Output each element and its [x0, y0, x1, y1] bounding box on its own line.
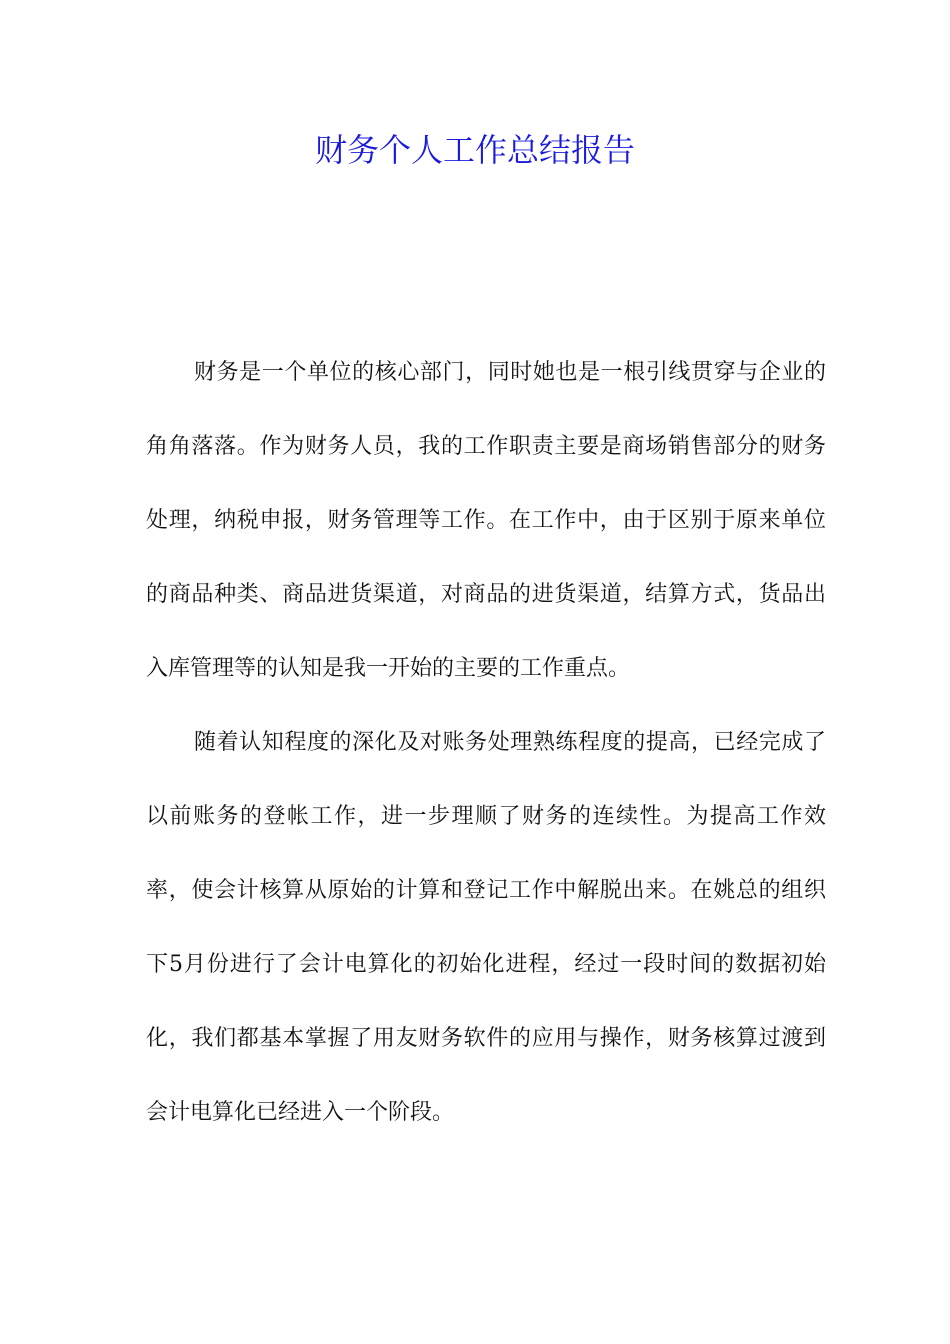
document-title: 财务个人工作总结报告	[314, 131, 635, 169]
paragraph-1: 财务是一个单位的核心部门，同时她也是一根引线贯穿与企业的角角落落。作为财务人员，我的工作职责主要是商场销售部分的财务处理，纳税申报，财务管理等工作。在工作中，由于区别于原来单位的商品种类、商品进货渠道，对商品的进货渠道，结算方式，货品出入库管理等的认知是我一开始的主要的工作重点。	[146, 360, 826, 681]
document-body	[146, 336, 826, 1150]
paragraph-2: 随着认知程度的深化及对账务处理熟练程度的提高，已经完成了以前账务的登帐工作，进一步理顺了财务的连续性。为提高工作效率，使会计核算从原始的计算和登记工作中解脱出来。在姚总的组织下5月份进行了会计电算化的初始化进程，经过一段时间的数据初始化，我们都基本掌握了用友财务软件的应用与操作，财务核算过渡到会计电算化已经进入一个阶段。	[146, 730, 826, 1125]
